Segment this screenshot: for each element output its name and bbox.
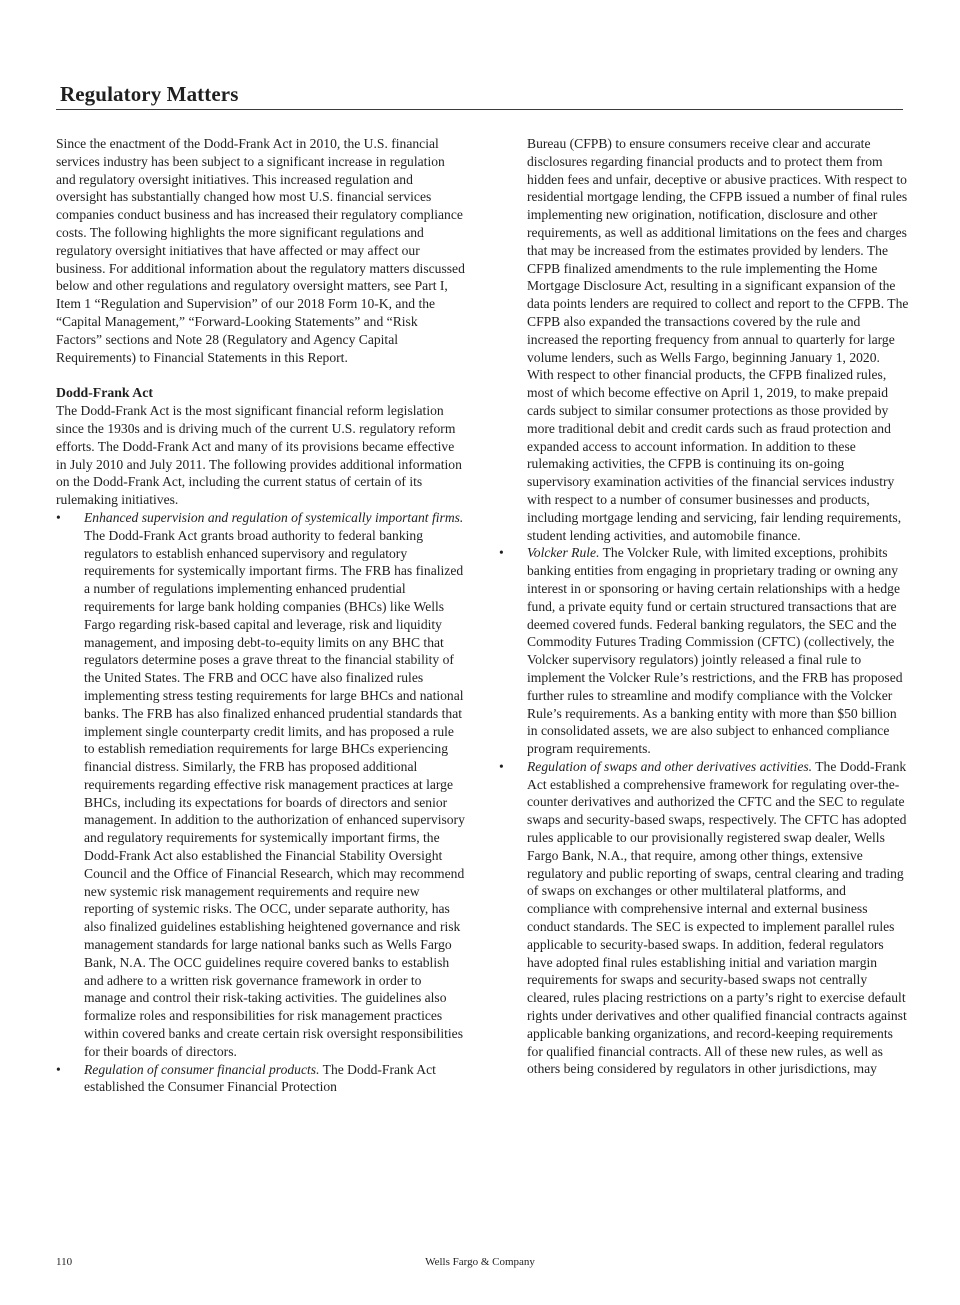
bullet-lead-in: Volcker Rule. — [527, 545, 600, 561]
page-title: Regulatory Matters — [60, 82, 239, 106]
bullet-text: The Volcker Rule, with limited exceptions, prohibits banking entities from engaging in proprietary trading or owning any interest in or sponsoring or having certain relationships with a hedge fund, a private equity fund or certain structured transactions that are deemed covered funds. Federal banking regulators, the SEC and the Commodity Futures Trading Commission (CFTC) (collectively, the Volcker supervisory regulators) jointly released a final rule to implement the Volcker Rule’s restrictions, and the FRB has proposed further rules to streamline and modify compliance with the Volcker Rule’s requirements. As a banking entity with more than $50 billion in consolidated assets, we are also subject to enhanced compliance program requirements. — [527, 545, 903, 757]
left-bullet-list — [56, 509, 466, 1096]
section-heading: Dodd-Frank Act — [56, 385, 153, 401]
title-divider — [56, 109, 903, 110]
bullet-lead-in: Regulation of consumer financial products. — [84, 1061, 320, 1077]
continuation-paragraph: Bureau (CFPB) to ensure consumers receive clear and accurate disclosures regarding financial products and to protect them from hidden fees and unfair, deceptive or abusive practices. With respect to residential mortgage lending, the CFPB issued a number of final rules implementing new origination, notification, disclosure and other requirements, as well as additional limitations on the fees and charges that may be increased from the estimates provided by lenders. The CFPB finalized amendments to the rule implementing the Home Mortgage Disclosure Act, resulting in a significant expansion of the data points lenders are required to collect and report to the CFPB. The CFPB also expanded the transactions covered by the rule and increased the reporting frequency from annual to quarterly for large volume lenders, such as Wells Fargo, beginning January 1, 2020. With respect to other financial products, the CFPB finalized rules, most of which become effective on April 1, 2019, to make prepaid cards subject to similar consumer protections as those provided by more traditional debit and credit cards such as fraud protection and expanded access to account information. In addition to these rulemaking activities, the CFPB is continuing its on-going supervisory examination activities of the financial services industry with respect to a number of consumer businesses and products, including mortgage lending and servicing, fair lending requirements, student lending activities, and automobile finance. — [527, 136, 909, 543]
left-column — [56, 135, 466, 1096]
bullet-text: The Dodd-Frank Act grants broad authority to federal banking regulators to establish enhanced supervisory and regulatory requirements for systemically important firms. The FRB has finalized a number of regulations implementing enhanced prudential requirements for large bank holding companies (BHCs) like Wells Fargo regarding risk-based capital and leverage, risk and liquidity management, and imposing debt-to-equity limits on any BHC that regulators determine poses a grave threat to the financial stability of the United States. The FRB and OCC have also finalized rules implementing stress testing requirements for large BHCs and national banks. The FRB has also finalized enhanced prudential standards that implement single counterparty credit limits, and has proposed a rule to establish remediation requirements for large BHCs experiencing financial distress. Similarly, the FRB has proposed additional requirements regarding effective risk management practices at large BHCs, including its expectations for boards of directors and senior management. In addition to the authorization of enhanced supervisory and regulatory requirements for systemically important firms, the Dodd-Frank Act also established the Financial Stability Oversight Council and the Office of Financial Research, which may recommend new systemic risk management requirements and require new reporting of systemic risks. The OCC, under separate authority, has also finalized guidelines establishing heightened governance and risk management standards for large national banks such as Wells Fargo Bank, N.A. The OCC guidelines require covered banks to establish and adhere to a written risk governance framework in order to manage and control their risk-taking activities. The guidelines also formalize roles and responsibilities for risk management practices within covered banks and create certain risk oversight responsibilities for their boards of directors. — [84, 527, 465, 1059]
list-item — [499, 758, 909, 1078]
right-column — [499, 135, 909, 1078]
intro-paragraph: Since the enactment of the Dodd-Frank Act in 2010, the U.S. financial services industry has been subject to a significant increase in regulation and regulatory oversight initiatives. This increased regulation and oversight has substantially changed how most U.S. financial services companies conduct business and has increased their regulatory compliance costs. The following highlights the more significant regulations and regulatory oversight initiatives that have affected or may affect our business. For additional information about the regulatory matters discussed below and other regulations and regulatory oversight matters, see Part I, Item 1 “Regulation and Supervision” of our 2018 Form 10-K, and the “Capital Management,” “Forward-Looking Statements” and “Risk Factors” sections and Note 28 (Regulatory and Agency Capital Requirements) to Financial Statements in this Report. — [56, 136, 465, 365]
list-item — [56, 509, 466, 1061]
bullet-lead-in: Enhanced supervision and regulation of systemically important firms. — [84, 509, 464, 525]
bullet-icon: • — [56, 1061, 61, 1077]
footer-company-name: Wells Fargo & Company — [425, 1256, 535, 1268]
section-intro-paragraph: The Dodd-Frank Act is the most significant financial reform legislation since the 1930s and is driving much of the current U.S. regulatory reform efforts. The Dodd-Frank Act and many of its provisions became effective in July 2010 and July 2011. The following provides additional information on the Dodd-Frank Act, including the current status of certain of its rulemaking initiatives. — [56, 403, 462, 508]
bullet-lead-in: Regulation of swaps and other derivatives activities. — [527, 758, 813, 774]
bullet-icon: • — [56, 509, 61, 525]
page-number: 110 — [56, 1256, 73, 1268]
list-item — [499, 544, 909, 758]
paragraph-spacer — [56, 366, 466, 384]
bullet-text: The Dodd-Frank Act established a comprehensive framework for regulating over-the-counter derivatives and authorized the CFTC and the SEC to regulate swaps and security-based swaps, respectively. The CFTC has adopted rules applicable to our provisionally registered swap dealer, Wells Fargo Bank, N.A., that require, among other things, extensive regulatory and public reporting of swaps, central clearing and trading of swaps on exchanges or other multilateral platforms, and compliance with comprehensive internal and external business conduct standards. The SEC is expected to implement parallel rules applicable to security-based swaps. In addition, federal regulators have adopted final rules establishing initial and variation margin requirements for swaps and security-based swaps not centrally cleared, rules placing restrictions on a party’s right to exercise default rights under derivatives and other qualified financial contracts against applicable banking organizations, and record-keeping requirements for qualified financial contracts. All of these new rules, as well as others being considered by regulators in other jurisdictions, may — [527, 758, 907, 1077]
bullet-icon: • — [499, 758, 504, 774]
right-bullet-list — [499, 544, 909, 1078]
bullet-text: The Dodd-Frank Act established the Consumer Financial Protection — [84, 1061, 436, 1095]
list-item — [56, 1061, 466, 1097]
bullet-icon: • — [499, 545, 504, 561]
